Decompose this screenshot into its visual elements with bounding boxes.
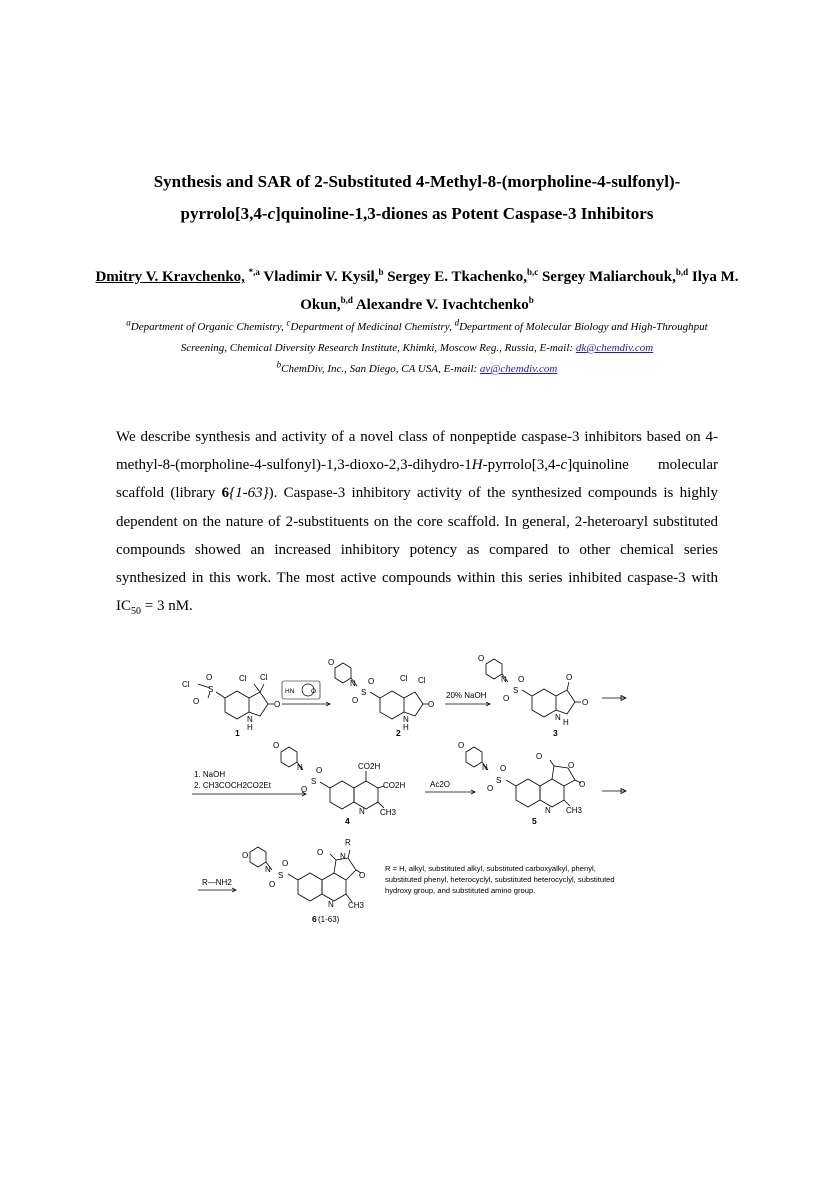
c5-benzo-ring — [516, 779, 540, 807]
abstract-library-range: {1-63} — [229, 485, 269, 502]
c2-o-top: O — [368, 677, 375, 686]
abstract-text-3: ]quinoline molecular scaffold (library — [116, 457, 718, 502]
c6-r: R — [345, 838, 351, 847]
c4-o-morph: O — [273, 741, 280, 750]
c3-carbonyl-top-bond — [567, 682, 569, 690]
c6-imide-ring — [334, 858, 356, 880]
author-5: Ilya M. Okun, — [300, 269, 739, 313]
c1-benzene-ring — [225, 691, 249, 719]
c4-pyridine-ring — [354, 781, 378, 809]
c5-s-bond — [506, 780, 516, 786]
c6-pyridine-ring — [322, 873, 346, 901]
affiliation-line-2 — [110, 359, 724, 380]
aff-text-c: Department of Medicinal Chemistry, — [290, 321, 455, 333]
c1-five-ring — [249, 692, 268, 716]
c3-n: N — [555, 713, 561, 722]
email-link-dk[interactable]: dk@chemdiv.com — [575, 342, 654, 354]
c1-n: N — [247, 715, 253, 724]
c4-co2h-top: CO2H — [358, 762, 381, 771]
c1-h: H — [247, 723, 253, 732]
c4-morpholine-ring — [281, 747, 297, 767]
compound-5-structure — [458, 741, 585, 826]
c3-s: S — [513, 686, 519, 695]
c2-o-morph: O — [328, 658, 335, 667]
c6-n-r-bond — [348, 850, 350, 858]
reagent-4: Ac2O — [430, 780, 451, 789]
author-list — [80, 263, 754, 319]
author-4-sup: b,d — [675, 267, 689, 277]
c5-morpholine-ring — [466, 747, 482, 767]
c5-pyridine-ring — [540, 779, 564, 807]
compound-6-structure — [242, 838, 365, 924]
c3-o-carbonyl-2: O — [582, 698, 589, 707]
reagent-1-o: O — [311, 688, 317, 695]
reagent-2: 20% NaOH — [446, 691, 487, 700]
c3-morpholine-ring — [486, 659, 502, 679]
c6-carbonyl-top-bond — [330, 854, 336, 860]
reagent-3a: 1. NaOH — [194, 770, 226, 779]
abstract-italic-h: H — [471, 457, 483, 474]
c2-h: H — [403, 723, 409, 732]
author-2: Vladimir V. Kysil, — [263, 269, 379, 285]
c1-cl-a: Cl — [239, 674, 247, 683]
c3-h: H — [563, 718, 569, 727]
title-line-2 — [60, 198, 774, 230]
author-3-sup: b,c — [526, 267, 539, 277]
compound-2-structure — [328, 658, 434, 738]
c6-o-bottom: O — [269, 880, 276, 889]
paper-title — [60, 166, 774, 230]
title-line-2-post: ]quinoline-1,3-diones as Potent Caspase-3 Inhibitors — [275, 204, 654, 223]
compound-6-range: (1-63) — [318, 915, 340, 924]
c6-n-morph: N — [265, 865, 271, 874]
abstract-ic50-sub: 50 — [131, 606, 141, 618]
c3-five-ring — [556, 690, 575, 714]
affiliation-line-1 — [110, 317, 724, 359]
aff-text-d: Department of Molecular Biology and High-Throughput Screening, Chemical Diversity Research Institute, Khimki, Moscow Reg., Russia, E-mail: — [180, 321, 708, 354]
c5-n-morph: N — [482, 763, 488, 772]
c2-cl-a: Cl — [400, 674, 408, 683]
c2-five-ring — [404, 692, 423, 716]
c4-n: N — [359, 807, 365, 816]
abstract-library-number: 6 — [221, 485, 230, 502]
c2-s-bond — [370, 692, 380, 698]
c1-cl-sulfonyl: Cl — [182, 680, 190, 689]
c3-n-morph: N — [501, 675, 507, 684]
c2-s: S — [361, 688, 367, 697]
c2-benzene-ring — [380, 691, 404, 719]
compound-4-structure — [273, 741, 405, 826]
c6-morpholine-ring — [250, 847, 266, 867]
author-4: Sergey Maliarchouk, — [541, 269, 676, 285]
abstract-italic-c: c — [560, 457, 568, 474]
c6-ch3: CH3 — [348, 901, 365, 910]
author-6: Alexandre V. Ivachtchenko — [355, 297, 529, 313]
c5-o-bottom: O — [487, 784, 494, 793]
reagent-5: R—NH2 — [202, 878, 232, 887]
c5-carbonyl-top-bond — [550, 760, 554, 766]
c3-o-top: O — [518, 675, 525, 684]
c5-s: S — [496, 776, 502, 785]
abstract-text-2: -pyrrolo[3,4- — [482, 457, 561, 474]
c2-morpholine-ring — [335, 663, 351, 683]
c5-o-ring: O — [568, 761, 575, 770]
title-line-2-pre: pyrrolo[3,4- — [180, 204, 268, 223]
abstract — [116, 423, 718, 626]
reagent-3b: 2. CH3COCH2CO2Et — [194, 781, 271, 790]
c1-s: S — [208, 685, 214, 694]
c2-n-morph: N — [350, 679, 356, 688]
author-1-sup: *,a — [248, 267, 260, 277]
c4-o-bottom: O — [301, 785, 308, 794]
c5-ch3: CH3 — [566, 806, 583, 815]
aff-sup-a: a — [126, 317, 131, 328]
email-link-av[interactable]: av@chemdiv.com — [479, 363, 558, 375]
c3-s-bond — [522, 690, 532, 696]
c1-o-carbonyl: O — [274, 700, 281, 709]
title-line-1: Synthesis and SAR of 2-Substituted 4-Methyl-8-(morpholine-4-sulfonyl)- — [153, 172, 681, 191]
c3-o-morph: O — [478, 654, 485, 663]
compound-5-label: 5 — [532, 816, 537, 826]
c5-o-carbonyl-1: O — [536, 752, 543, 761]
author-5-sup: b,d — [340, 295, 353, 305]
c2-o-bottom: O — [352, 696, 359, 705]
c2-o-carbonyl: O — [428, 700, 435, 709]
c6-s: S — [278, 871, 284, 880]
compound-3-label: 3 — [553, 728, 558, 738]
c6-o-carbonyl-2: O — [359, 871, 366, 880]
c1-cl-bond-1 — [254, 684, 260, 692]
title-line-2-italic: c — [267, 204, 276, 223]
c4-s-bond — [320, 782, 330, 788]
c6-o-morph: O — [242, 851, 249, 860]
compound-1-structure — [182, 673, 280, 738]
c6-s-bond — [288, 874, 298, 880]
c1-s-bond — [216, 692, 225, 698]
author-6-sup: b — [528, 295, 534, 305]
c5-o-carbonyl-2: O — [579, 780, 586, 789]
compound-6-label: 6 — [312, 914, 317, 924]
affiliations — [110, 317, 724, 380]
c4-o-top: O — [316, 766, 323, 775]
r-group-definition: R = H, alkyl, substituted alkyl, substituted carboxyalkyl, phenyl, substituted phenyl, heterocyclyl, substituted heterocyclyl, substituted hydroxy group, and substituted amino group. — [385, 864, 615, 895]
reagent-1-hn: HN — [285, 688, 295, 695]
c4-co2h-right: CO2H — [383, 781, 406, 790]
c3-benzene-ring — [532, 689, 556, 717]
compound-4-label: 4 — [345, 816, 350, 826]
author-1: Dmitry V. Kravchenko, — [95, 269, 245, 285]
c5-n: N — [545, 806, 551, 815]
c6-n-imide: N — [340, 852, 346, 861]
compound-2-label: 2 — [396, 728, 401, 738]
c4-benzo-ring — [330, 781, 354, 809]
c2-n: N — [403, 715, 409, 724]
c6-o-top: O — [282, 859, 289, 868]
abstract-text-5: = 3 nM. — [141, 598, 193, 615]
c3-o-bottom: O — [503, 694, 510, 703]
c3-o-carbonyl-1: O — [566, 673, 573, 682]
aff-sup-b: b — [276, 359, 282, 370]
aff-sup-d: d — [454, 317, 460, 328]
aff-sup-c: c — [286, 317, 291, 328]
c4-ch3: CH3 — [380, 808, 397, 817]
c1-o-bottom: O — [193, 697, 200, 706]
compound-3-structure — [478, 654, 588, 738]
c4-s: S — [311, 777, 317, 786]
c2-cl-b: Cl — [418, 676, 426, 685]
c1-o-top: O — [206, 673, 213, 682]
c1-cl-bond-2 — [260, 684, 264, 692]
c6-n: N — [328, 900, 334, 909]
c6-benzo-ring — [298, 873, 322, 901]
c6-o-carbonyl-1: O — [317, 848, 324, 857]
c5-o-top: O — [500, 764, 507, 773]
c5-o-morph: O — [458, 741, 465, 750]
author-2-sup: b — [378, 267, 384, 277]
c1-cl-b: Cl — [260, 673, 268, 682]
author-3: Sergey E. Tkachenko, — [387, 269, 527, 285]
compound-1-label: 1 — [235, 728, 240, 738]
aff-text-a: Department of Organic Chemistry, — [130, 321, 287, 333]
abstract-text-1: We describe synthesis and activity of a novel class of nonpeptide caspase-3 inhibitors based on 4-methyl-8-(morpholine-4-sulfonyl)-1,3-dioxo-2,3-dihydro-1 — [116, 429, 718, 474]
aff-text-b: ChemDiv, Inc., San Diego, CA USA, E-mail: — [281, 363, 480, 375]
abstract-text-4: ). Caspase-3 inhibitory activity of the synthesized compounds is highly dependent on the nature of 2-substituents on the core scaffold. In general, 2-heteroaryl substituted compounds showed an increased inhibitory potency as compared to other chemical series synthesized in this work. The most active compounds within this series inhibited caspase-3 with IC — [116, 485, 718, 615]
c4-n-morph: N — [297, 763, 303, 772]
